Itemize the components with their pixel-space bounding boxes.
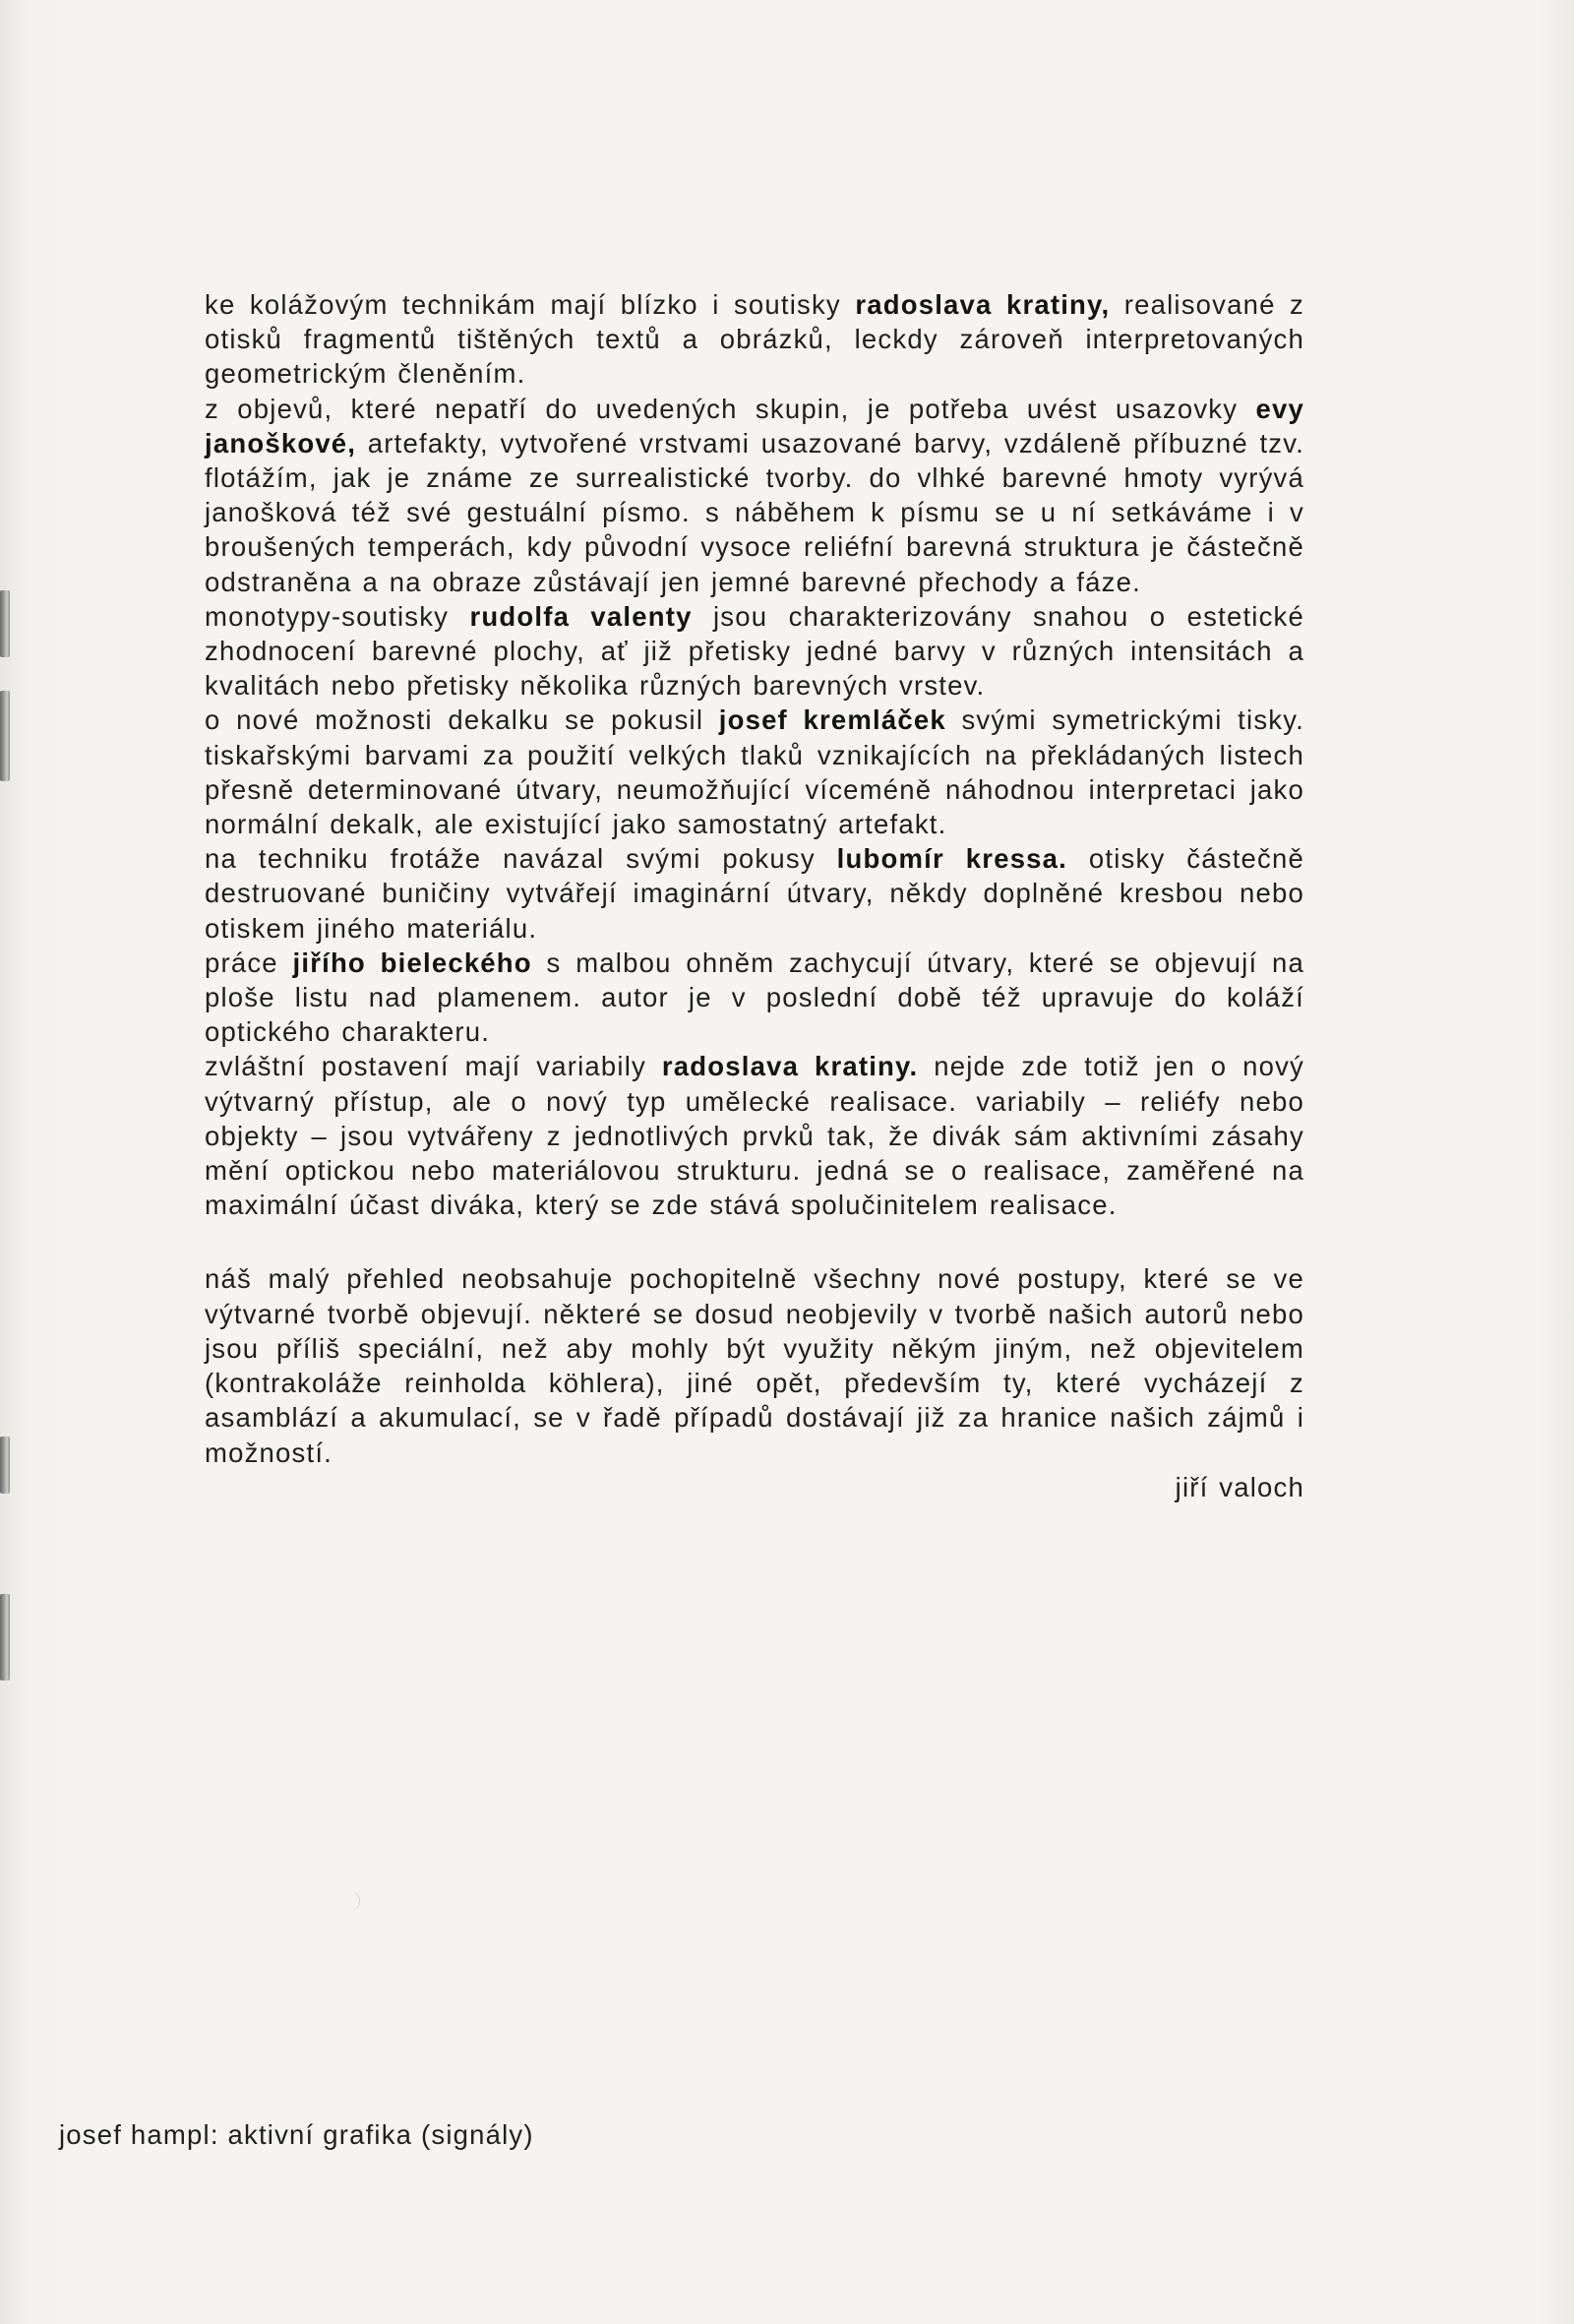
- text-segment: o nové možnosti dekalku se pokusil: [205, 704, 719, 736]
- artist-name: josef kremláček: [718, 704, 946, 736]
- paragraph-6: [205, 1049, 1304, 1222]
- paragraph-0: [205, 287, 1304, 392]
- artist-name: jiřího bieleckého: [292, 947, 532, 978]
- paragraph-3: [205, 703, 1304, 841]
- artist-name: evy janoškové,: [205, 393, 1304, 459]
- text-segment: otisky částečně destruované buničiny vytvářejí imaginární útvary, někdy doplněné kresbou nebo otiskem jiného materiálu.: [205, 843, 1304, 944]
- article-body: [205, 287, 1304, 1504]
- author-signature: jiří valoch: [1175, 1471, 1304, 1502]
- paragraph-list: [205, 287, 1304, 1222]
- text-segment: svými symetrickými tisky. tiskařskými barvami za použití velkých tlaků vznikajících na překládaných listech přesně determinované útvary, neumožňující víceméně náhodnou interpretaci jako normální dekalk, ale existující jako samostatný artefakt.: [205, 704, 1304, 840]
- paragraph-1: [205, 392, 1304, 599]
- paragraph-4: [205, 841, 1304, 946]
- text-segment: nejde zde totiž jen o nový výtvarný přístup, ale o nový typ umělecké realisace. variabily – reliéfy nebo objekty – jsou vytvářeny z jednotlivých prvků tak, že divák sám aktivními zásahy mění optickou nebo materiálovou strukturu. jedná se o realisace, zaměřené na maximální účast diváka, který se zde stává spolučinitelem realisace.: [205, 1051, 1304, 1221]
- closing-paragraph: náš malý přehled neobsahuje pochopitelně všechny nové postupy, které se ve výtvarné tvorbě objevují. některé se dosud neobjevily v tvorbě našich autorů nebo jsou příliš speciální, než aby mohly být využity někým jiným, než objevitelem (kontrakoláže reinholda köhlera), jiné opět, především ty, které vycházejí z asamblází a akumulací, se v řadě případů dostávají již za hranice našich zájmů i možností.: [205, 1263, 1304, 1468]
- binding-staples-bottom: [0, 1437, 14, 1682]
- artist-name: rudolfa valenty: [469, 600, 693, 632]
- text-segment: ke kolážovým technikám mají blízko i soutisky: [205, 289, 856, 320]
- text-segment: monotypy-soutisky: [205, 600, 470, 632]
- text-segment: na techniku frotáže navázal svými pokusy: [205, 843, 837, 875]
- text-segment: z objevů, které nepatří do uvedených skupin, je potřeba uvést usazovky: [205, 393, 1256, 424]
- binding-staples-top: [0, 581, 14, 787]
- text-segment: realisované z otisků fragmentů tištěných textů a obrázků, leckdy zároveň interpretovaných geometrickým členěním.: [205, 289, 1304, 390]
- text-segment: práce: [205, 947, 293, 978]
- text-segment: artefakty, vytvořené vrstvami usazované barvy, vzdáleně příbuzné tzv. flotážím, jak je známe ze surrealistické tvorby. do vlhké barevné hmoty vyrývá janošková též své gestuální písmo. s náběhem k písmu se u ní setkáváme i v broušených temperách, kdy původní vysoce reliéfní barevná struktura je částečně odstraněna a na obraze zůstávají jen jemné barevné přechody a fáze.: [205, 427, 1304, 597]
- paragraph-5: [205, 946, 1304, 1050]
- artist-name: radoslava kratiny.: [661, 1051, 919, 1082]
- pencil-mark: [349, 1891, 360, 1911]
- text-segment: zvláštní postavení mají variabily: [205, 1051, 662, 1082]
- paragraph-2: [205, 599, 1304, 703]
- text-segment: jsou charakterizovány snahou o estetické zhodnocení barevné plochy, ať již přetisky jedné barvy v různých intensitách a kvalitách nebo přetisky několika různých barevných vrstev.: [205, 600, 1304, 702]
- paragraph-gap: [205, 1222, 1304, 1261]
- artist-name: lubomír kressa.: [836, 843, 1068, 875]
- page-footer-caption: josef hampl: aktivní grafika (signály): [59, 2119, 534, 2150]
- text-segment: s malbou ohněm zachycují útvary, které se objevují na ploše listu nad plamenem. autor je v poslední době též upravuje do koláží optického charakteru.: [205, 947, 1305, 1048]
- artist-name: radoslava kratiny,: [855, 289, 1111, 320]
